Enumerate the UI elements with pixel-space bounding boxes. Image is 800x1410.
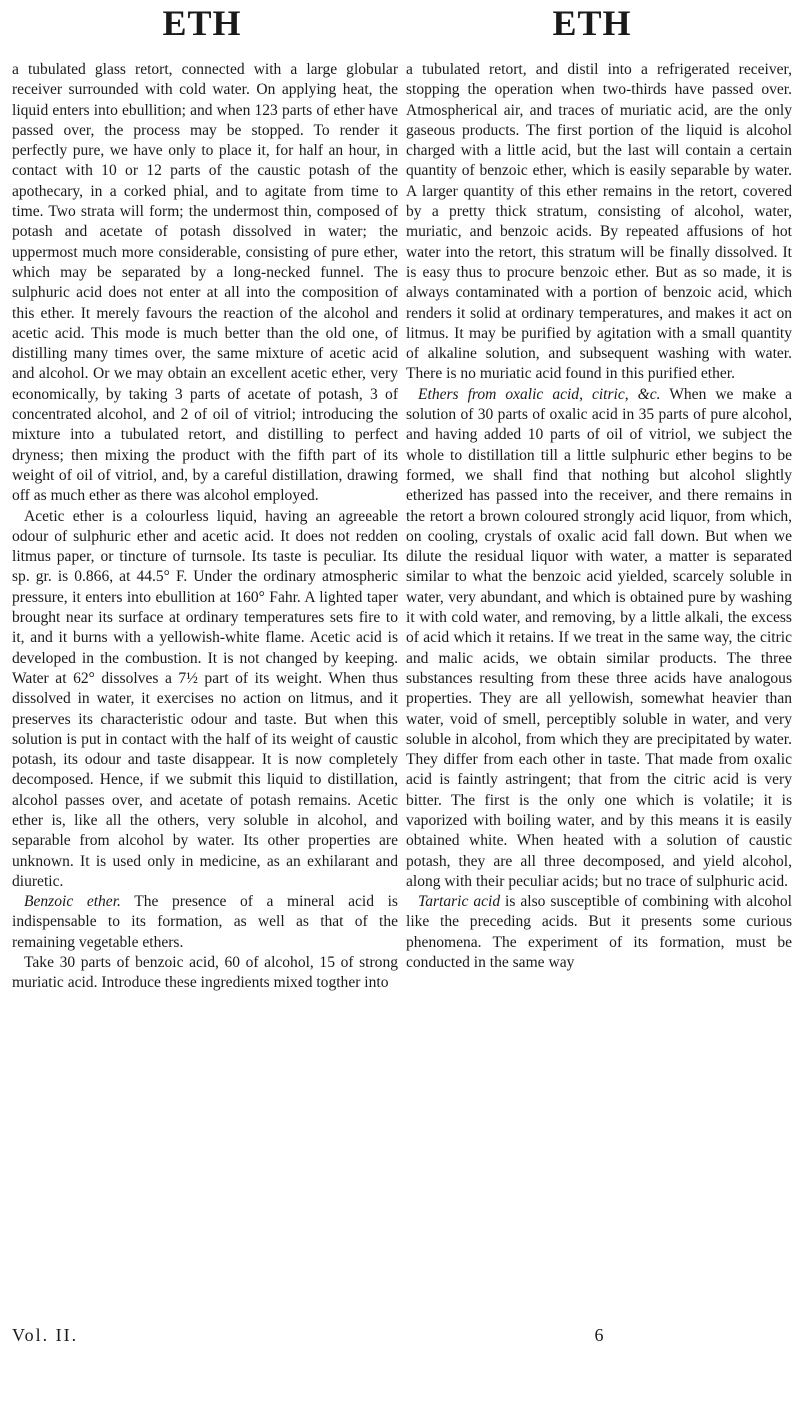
benzoic-ether-heading: Benzoic ether. (24, 893, 121, 911)
right-paragraph-1: a tubulated retort, and distil into a refrigerated receiver, stopping the operation when two-thirds have passed over. Atmospherical air, and traces of muriatic acid, are the only gaseous products. The first portion of the liquid is alcohol charged with a little acid, but the last will contain a certain quantity of benzoic ether, which is easily separable by water. A larger quantity of this ether remains in the retort, covered by a pretty thick stratum, consisting of alcohol, water, muriatic, and benzoic acids. By repeated affusions of hot water into the retort, this stratum will be finally dissolved. It is easy thus to procure benzoic ether. But as so made, it is always contaminated with a portion of benzoic acid, which renders it solid at ordinary temperatures, and makes it act on litmus. It may be purified by agitation with a small quantity of alkaline solution, and subsequent washing with water. There is no muriatic acid found in this purified ether. (406, 61, 792, 383)
right-paragraph-2 (406, 385, 792, 892)
left-paragraph-2: Acetic ether is a colourless liquid, having an agreeable odour of sulphuric ether and acetic acid. It does not redden litmus paper, or tincture of turnsole. Its taste is peculiar. Its sp. gr. is 0.866, at 44.5° F. Under the ordinary atmospheric pressure, it enters into ebullition at 160° Fahr. A lighted taper brought near its surface at ordinary temperatures sets fire to it, and it burns with a yellowish-white flame. Acetic acid is developed in the combustion. It is not changed by keeping. Water at 62° dissolves a 7½ part of its weight. When thus dissolved in water, it exercises no action on litmus, and it preserves its characteristic odour and taste. But when this solution is put in contact with the half of its weight of caustic potash, its odour and taste disappear. It is now completely decomposed. Hence, if we submit this liquid to distillation, alcohol passes over, and acetate of potash remains. Acetic ether is, like all the others, very soluble in alcohol, and separable from alcohol by water. Its other properties are unknown. It is used only in medicine, as an exhilarant and diuretic. (12, 507, 398, 890)
benzoic-ether-text: The presence of a mineral acid is indispensable to its formation, as well as that of the remaining vegetable ethers. (12, 893, 398, 951)
running-header (0, 0, 800, 52)
right-paragraph-3 (406, 892, 792, 973)
tartaric-acid-heading: Tartaric acid (418, 893, 501, 911)
left-paragraph-1: a tubulated glass retort, connected with a large globular receiver surrounded with cold water. On applying heat, the liquid enters into ebullition; and when 123 parts of ether have passed over, the process may be stopped. To render it perfectly pure, we have only to place it, for half an hour, in contact with 10 or 12 parts of the caustic potash of the apothecary, in a corked phial, and to agitate from time to time. Two strata will form; the undermost thin, composed of potash and acetate of potash dissolved in water; the uppermost much more considerable, consisting of pure ether, which may be separated by a long-necked funnel. The sulphuric acid does not enter at all into the composition of this ether. It merely favours the reaction of the alcohol and acetic acid. This mode is much better than the old one, of distilling many times over, the same mixture of acetic acid and alcohol. Or we may obtain an excellent acetic ether, very economically, by taking 3 parts of acetate of potash, 3 of concentrated alcohol, and 2 of oil of vitriol; introducing the mixture into a tubulated retort, and distilling to perfect dryness; then mixing the product with the fifth part of its weight of oil of vitriol, and, by a careful distillation, drawing off as much ether as there was alcohol employed. (12, 61, 398, 505)
oxalic-ethers-text: When we make a solution of 30 parts of oxalic acid in 35 parts of pure alcohol, and having added 10 parts of oil of vitriol, we subject the whole to distillation till a little sulphuric ether begins to be formed, we shall find that nothing but alcohol slightly etherized has passed into the receiver, and there remains in the retort a brown coloured strongly acid liquor, from which, on cooling, crystals of oxalic acid fall down. But when we dilute the residual liquor with water, a matter is separated similar to what the benzoic acid yielded, scarcely soluble in water, very abundant, and which is obtained pure by washing it with cold water, and removing, by a little alkali, the excess of acid which it retains. If we treat in the same way, the citric and malic acids, we obtain similar products. The three substances resulting from these three acids have analogous properties. They are all yellowish, somewhat heavier than water, void of smell, perceptibly soluble in water, and very soluble in alcohol, from which they are precipitated by water. They differ from each other in taste. That made from oxalic acid is faintly astringent; that from the citric acid is very bitter. The first is the only one which is volatile; it is vaporized with boiling water, and by this means it is easily obtained white. When heated with a solution of caustic potash, they are all three decomposed, and yield alcohol, along with their peculiar acids; but no trace of sulphuric acid. (406, 385, 792, 890)
oxalic-ethers-heading: Ethers from oxalic acid, citric, &c. (418, 385, 661, 403)
header-left-catchword: ETH (162, 3, 242, 43)
right-column (406, 60, 792, 973)
left-column (12, 60, 398, 994)
volume-number: Vol. II. (12, 1325, 79, 1345)
left-paragraph-4: Take 30 parts of benzoic acid, 60 of alcohol, 15 of strong muriatic acid. Introduce these ingredients mixed togther into (12, 954, 398, 992)
tartaric-acid-text: is also susceptible of combining with alcohol like the preceding acids. But it presents some curious phenomena. The experiment of its formation, must be conducted in the same way (406, 893, 792, 972)
left-paragraph-3 (12, 892, 398, 953)
signature-mark: 6 (594, 1325, 604, 1345)
header-right-catchword: ETH (552, 3, 632, 43)
